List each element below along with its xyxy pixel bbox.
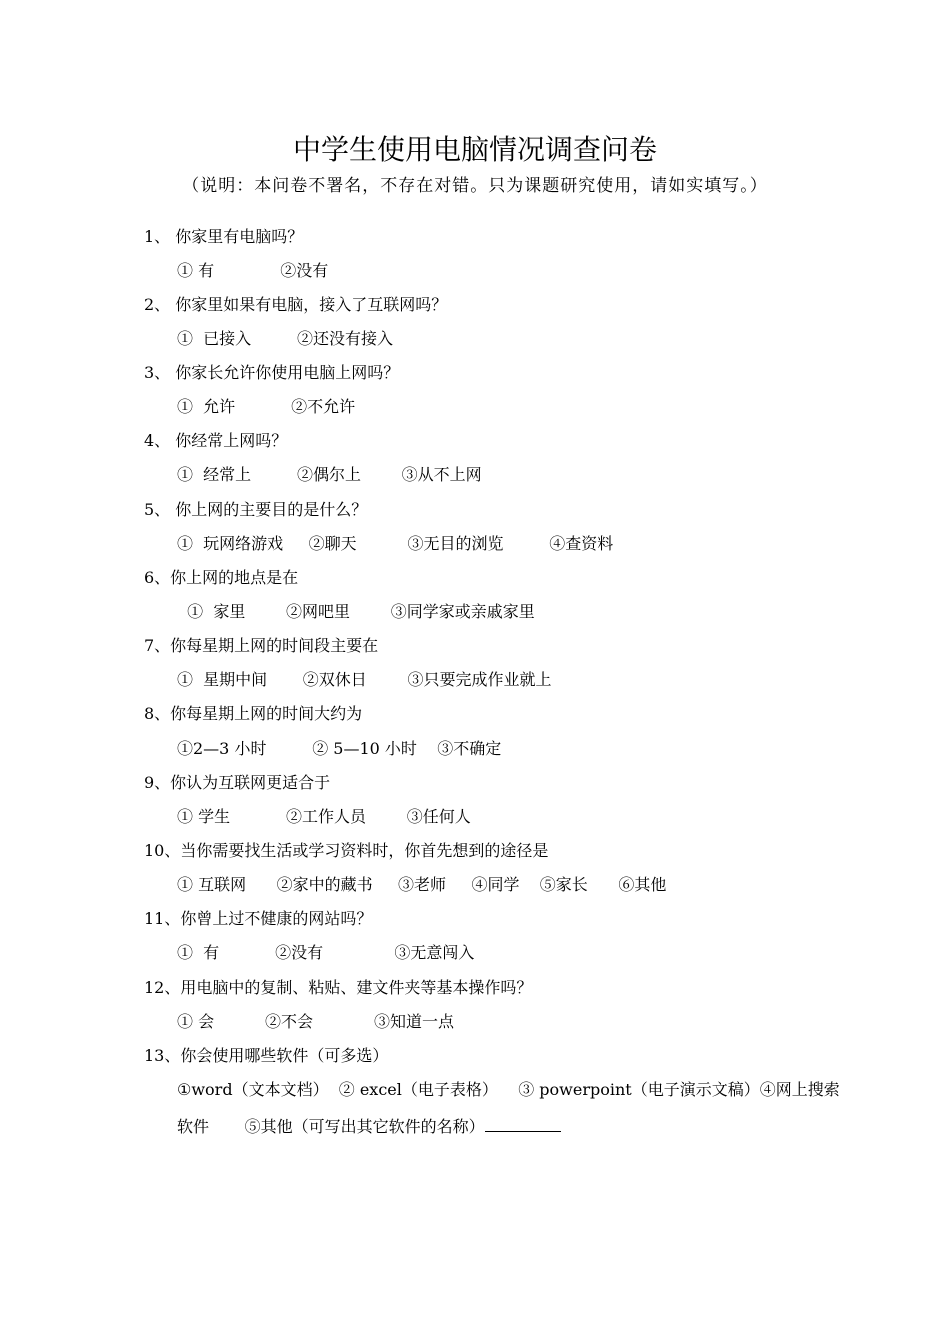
question-12: 12、用电脑中的复制、粘贴、建文件夹等基本操作吗？ — [144, 978, 533, 997]
options-5: ① 玩网络游戏 ②聊天 ③无目的浏览 ④查资料 — [177, 534, 614, 553]
question-13: 13、你会使用哪些软件（可多选） — [144, 1046, 389, 1065]
question-6: 6、你上网的地点是在 — [144, 568, 299, 587]
options-3: ① 允许 ②不允许 — [177, 397, 356, 416]
options-12: ① 会 ②不会 ③知道一点 — [177, 1012, 454, 1031]
question-2: 2、 你家里如果有电脑，接入了互联网吗？ — [144, 295, 448, 314]
question-9: 9、你认为互联网更适合于 — [144, 773, 331, 792]
fill-in-blank[interactable] — [485, 1117, 561, 1132]
instructions-note: （说明：本问卷不署名，不存在对错。只为课题研究使用，请如实填写。） — [182, 176, 768, 196]
question-1: 1、 你家里有电脑吗？ — [144, 227, 304, 246]
question-4: 4、 你经常上网吗？ — [144, 431, 288, 450]
question-8: 8、你每星期上网的时间大约为 — [144, 704, 363, 723]
question-3: 3、 你家长允许你使用电脑上网吗？ — [144, 363, 400, 382]
options-9: ① 学生 ②工作人员 ③任何人 — [177, 807, 471, 826]
options-4: ① 经常上 ②偶尔上 ③从不上网 — [177, 465, 482, 484]
options-2: ① 已接入 ②还没有接入 — [177, 329, 393, 348]
options-13: ①word（文本文档） ② excel（电子表格） ③ powerpoint（电子演示文稿）④网上搜索 — [177, 1080, 840, 1099]
options-6: ① 家里 ②网吧里 ③同学家或亲戚家里 — [177, 602, 535, 621]
options-8: ①2—3 小时 ② 5—10 小时 ③不确定 — [177, 739, 502, 758]
question-5: 5、 你上网的主要目的是什么？ — [144, 500, 368, 519]
question-10: 10、当你需要找生活或学习资料时，你首先想到的途径是 — [144, 841, 549, 860]
options-1: ① 有 ②没有 — [177, 261, 329, 280]
options-11: ① 有 ②没有 ③无意闯入 — [177, 943, 475, 962]
options-13-line2-text: 软件 ⑤其他（可写出其它软件的名称） — [177, 1117, 485, 1136]
options-7: ① 星期中间 ②双休日 ③只要完成作业就上 — [177, 670, 552, 689]
options-13-continued — [177, 1116, 561, 1138]
page-title: 中学生使用电脑情况调查问卷 — [292, 133, 657, 166]
options-10: ① 互联网 ②家中的藏书 ③老师 ④同学 ⑤家长 ⑥其他 — [177, 875, 667, 894]
question-7: 7、你每星期上网的时间段主要在 — [144, 636, 379, 655]
question-11: 11、你曾上过不健康的网站吗？ — [144, 909, 373, 928]
